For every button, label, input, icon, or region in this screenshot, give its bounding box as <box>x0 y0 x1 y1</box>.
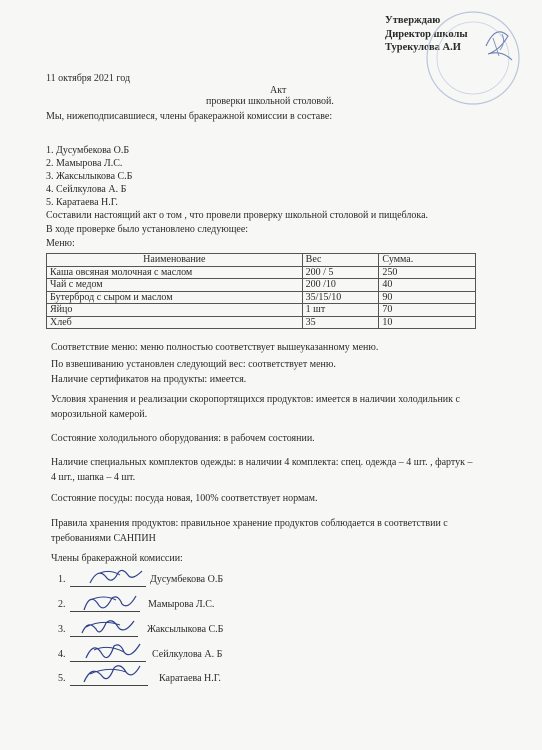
members-list <box>46 144 132 209</box>
approval-line-3: Турекулова А.И <box>385 42 461 54</box>
finding-clothing-line-1: Наличие специальных комплектов одежды: в наличии 4 комплекта: спец. одежда – 4 шт. , фартук – <box>51 457 473 468</box>
signatures-heading: Члены бракеражной комиссии: <box>51 553 183 564</box>
statement-1: Составили настоящий акт о том , что провели проверку школьной столовой и пищеблока. <box>46 210 429 221</box>
document-subtitle: проверки школьной столовой. <box>206 96 334 107</box>
signature-number: 3. <box>58 624 66 635</box>
table-header-row <box>47 254 476 267</box>
handwritten-signature-icon <box>80 660 144 688</box>
official-stamp-icon <box>398 6 538 116</box>
member-item: 5. Каратаева Н.Г. <box>46 197 118 208</box>
cell-sum: 40 <box>379 279 476 292</box>
finding-menu-compliance: Соответствие меню: меню полностью соответствует вышеуказанному меню. <box>51 342 379 353</box>
signature-name: Сейлкулова А. Б <box>152 649 223 660</box>
cell-name: Каша овсяная молочная с маслом <box>47 266 303 279</box>
table-row <box>47 266 476 279</box>
finding-storage-line-2: морозильной камерой. <box>51 409 148 420</box>
table-row <box>47 316 476 329</box>
menu-table <box>46 253 476 329</box>
member-item: 1. Дусумбекова О.Б <box>46 145 130 156</box>
handwritten-signature-icon <box>86 565 146 591</box>
intro-text: Мы, нижеподписавшиеся, члены бракеражной комиссии в составе: <box>46 111 333 122</box>
cell-name: Чай с медом <box>47 279 303 292</box>
cell-sum: 250 <box>379 266 476 279</box>
finding-rules-line-2: требованиями САНПИН <box>51 533 156 544</box>
cell-weight: 35 <box>302 316 379 329</box>
cell-weight: 1 шт <box>302 304 379 317</box>
finding-certificates: Наличие сертификатов на продукты: имеется. <box>51 374 247 385</box>
header-name: Наименование <box>47 254 303 267</box>
cell-weight: 200 / 5 <box>302 266 379 279</box>
cell-sum: 10 <box>379 316 476 329</box>
document-title: Акт <box>270 85 287 96</box>
signature-number: 4. <box>58 649 66 660</box>
signature-name: Каратаева Н.Г. <box>159 673 221 684</box>
finding-refrigeration: Состояние холодильного оборудования: в рабочем состоянии. <box>51 433 315 444</box>
finding-rules-line-1: Правила хранения продуктов: правильное хранение продуктов соблюдается в соответствии с <box>51 518 448 529</box>
handwritten-signature-icon <box>80 590 140 616</box>
table-row <box>47 279 476 292</box>
header-sum: Сумма. <box>379 254 476 267</box>
signature-name: Мамырова Л.С. <box>148 599 215 610</box>
cell-sum: 70 <box>379 304 476 317</box>
statement-2: В ходе проверке было установлено следующее: <box>46 224 249 235</box>
finding-clothing-line-2: 4 шт., шапка – 4 шт. <box>51 472 136 483</box>
signature-name: Жаксылыкова С.Б <box>147 624 224 635</box>
cell-weight: 200 /10 <box>302 279 379 292</box>
finding-weighing: По взвешиванию установлен следующий вес: соответствует меню. <box>51 359 336 370</box>
document-date: 11 октября 2021 год <box>46 73 131 84</box>
finding-dishes: Состояние посуды: посуда новая, 100% соответствует нормам. <box>51 493 318 504</box>
cell-name: Бутерброд с сыром и маслом <box>47 291 303 304</box>
signature-name: Дусумбекова О.Б <box>150 574 224 585</box>
approval-line-2: Директор школы <box>385 28 468 40</box>
finding-storage-line-1: Условия хранения и реализации скоропортящихся продуктов: имеется в наличии холодильник с <box>51 394 460 405</box>
cell-name: Хлеб <box>47 316 303 329</box>
cell-name: Яйцо <box>47 304 303 317</box>
cell-sum: 90 <box>379 291 476 304</box>
header-weight: Вес <box>302 254 379 267</box>
table-row <box>47 304 476 317</box>
table-row <box>47 291 476 304</box>
member-item: 2. Мамырова Л.С. <box>46 158 123 169</box>
signature-number: 5. <box>58 673 66 684</box>
signature-number: 2. <box>58 599 66 610</box>
cell-weight: 35/15/10 <box>302 291 379 304</box>
approval-line-1: Утверждаю <box>385 15 441 26</box>
menu-label: Меню: <box>46 238 75 249</box>
member-item: 4. Сейлкулова А. Б <box>46 184 127 195</box>
member-item: 3. Жаксылыкова С.Б <box>46 171 133 182</box>
signature-number: 1. <box>58 574 66 585</box>
